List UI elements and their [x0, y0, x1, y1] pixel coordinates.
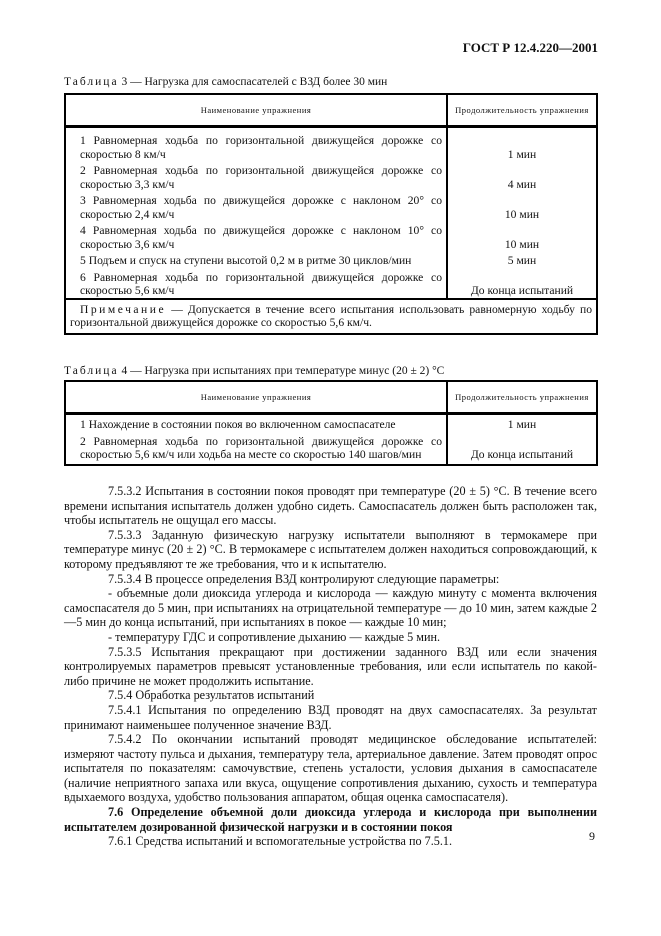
table-4: [64, 380, 598, 466]
exercise-duration: 1 мин: [447, 414, 597, 432]
table3-caption: [64, 76, 387, 88]
column-header: Продолжительность упражнения: [447, 94, 597, 127]
table-row: [65, 221, 597, 251]
table-row: [65, 432, 597, 465]
paragraph: - температуру ГДС и сопротивление дыханию — каждые 5 мин.: [108, 629, 441, 644]
paragraph: 7.5.4.2 По окончании испытаний проводят медицинское обследование испытателей: измеряют частоту пульса и дыхания, температуру тела, артериальное давление. Затем проводят опрос испытателя по показателям: самочувствие, степень усталости, условия дыхания в самоспасателе (наличие неприятного запаха или вкуса, ощущение сопротивления дыханию, сухость и температура вдыхаемого воздуха, удобство пользования аппаратом, общая оценка самоспасателя).: [64, 732, 597, 805]
table-row: [65, 414, 597, 432]
paragraph: - объемные доли диоксида углерода и кислорода — каждую минуту с момента включения самоспасателя до 5 мин, при испытаниях на отрицательной температуре — до 10 мин, затем каждые 2—5 мин до конца испытаний, при испытаниях в покое — каждые 10 мин;: [64, 586, 597, 630]
exercise-name: 1 Равномерная ходьба по горизонтальной движущейся дорожке со скоростью 8 км/ч: [80, 134, 442, 161]
column-header: Наименование упражнения: [65, 94, 447, 127]
exercise-name: 4 Равномерная ходьба по движущейся дорожке с наклоном 10° со скоростью 3,6 км/ч: [80, 224, 442, 251]
table-row: [65, 161, 597, 191]
exercise-name: 5 Подъем и спуск на ступени высотой 0,2 м в ритме 30 циклов/мин: [80, 254, 412, 267]
paragraph: 7.5.4 Обработка результатов испытаний: [108, 688, 315, 703]
table4-caption: [64, 365, 444, 377]
exercise-duration: 10 мин: [447, 221, 597, 251]
column-header: Продолжительность упражнения: [447, 381, 597, 414]
caption-text: 3 — Нагрузка для самоспасателей с ВЗД более 30 мин: [121, 76, 388, 88]
document-header: ГОСТ Р 12.4.220—2001: [462, 40, 598, 55]
table-note: [65, 299, 597, 334]
table-row: [65, 191, 597, 221]
paragraph: 7.5.3.4 В процессе определения ВЗД контролируют следующие параметры:: [108, 571, 500, 586]
section-heading: 7.6 Определение объемной доли диоксида углерода и кислорода при выполнении испытателем дозированной физической нагрузки и в состоянии покоя: [64, 805, 597, 834]
exercise-name: 1 Нахождение в состоянии покоя во включенном самоспасателе: [80, 418, 396, 431]
table-3: [64, 93, 598, 335]
page-number: 9: [589, 829, 595, 843]
exercise-duration: 1 мин: [447, 127, 597, 162]
exercise-name: 6 Равномерная ходьба по горизонтальной движущейся дорожке со скоростью 5,6 км/ч: [80, 270, 442, 297]
exercise-duration: До конца испытаний: [447, 432, 597, 465]
paragraph: 7.5.3.5 Испытания прекращают при достижении заданного ВЗД или если значения контролируемых параметров превысят установленные требования, или если испытатель по какой-либо причине не может продолжить испытание.: [64, 644, 597, 688]
paragraph: 7.5.3.3 Заданную физическую нагрузку испытатели выполняют в термокамере при температуре минус (20 ± 2) °С. В термокамере с испытателем должен находиться сопровождающий, к которому предъявляют те же требования, что и к испытателю.: [64, 527, 597, 571]
table-row: [65, 251, 597, 268]
body-text: [64, 484, 597, 849]
caption-text: 4 — Нагрузка при испытаниях при температуре минус (20 ± 2) °С: [121, 365, 445, 377]
paragraph: 7.5.3.2 Испытания в состоянии покоя проводят при температуре (20 ± 5) °С. В течение всего времени испытания испытатель должен удобно сидеть. Самоспасатель должен быть расположен так, чтобы испытатель не ощущал его массы.: [64, 484, 597, 528]
caption-word: Таблица: [64, 76, 119, 88]
note-text: — Допускается в течение всего испытания использовать равномерную ходьбу по горизонтальной движущейся дорожке со скоростью 5,6 км/ч.: [70, 302, 592, 329]
note-label: Примечание: [80, 302, 167, 316]
paragraph: 7.6.1 Средства испытаний и вспомогательные устройства по 7.5.1.: [108, 834, 453, 849]
column-header: Наименование упражнения: [65, 381, 447, 414]
exercise-duration: До конца испытаний: [447, 268, 597, 299]
exercise-name: 3 Равномерная ходьба по движущейся дорожке с наклоном 20° со скоростью 2,4 км/ч: [80, 194, 442, 221]
caption-word: Таблица: [64, 365, 119, 377]
exercise-duration: 10 мин: [447, 191, 597, 221]
table-row: [65, 127, 597, 162]
exercise-name: 2 Равномерная ходьба по горизонтальной движущейся дорожке со скоростью 3,3 км/ч: [80, 164, 442, 191]
exercise-name: 2 Равномерная ходьба по горизонтальной движущейся дорожке со скоростью 5,6 км/ч или ходьба на месте со скоростью 140 шагов/мин: [80, 434, 442, 461]
exercise-duration: 5 мин: [447, 251, 597, 268]
table-row: [65, 268, 597, 299]
paragraph: 7.5.4.1 Испытания по определению ВЗД проводят на двух самоспасателях. За результат принимают наименьшее полученное значение ВЗД.: [64, 702, 597, 732]
exercise-duration: 4 мин: [447, 161, 597, 191]
